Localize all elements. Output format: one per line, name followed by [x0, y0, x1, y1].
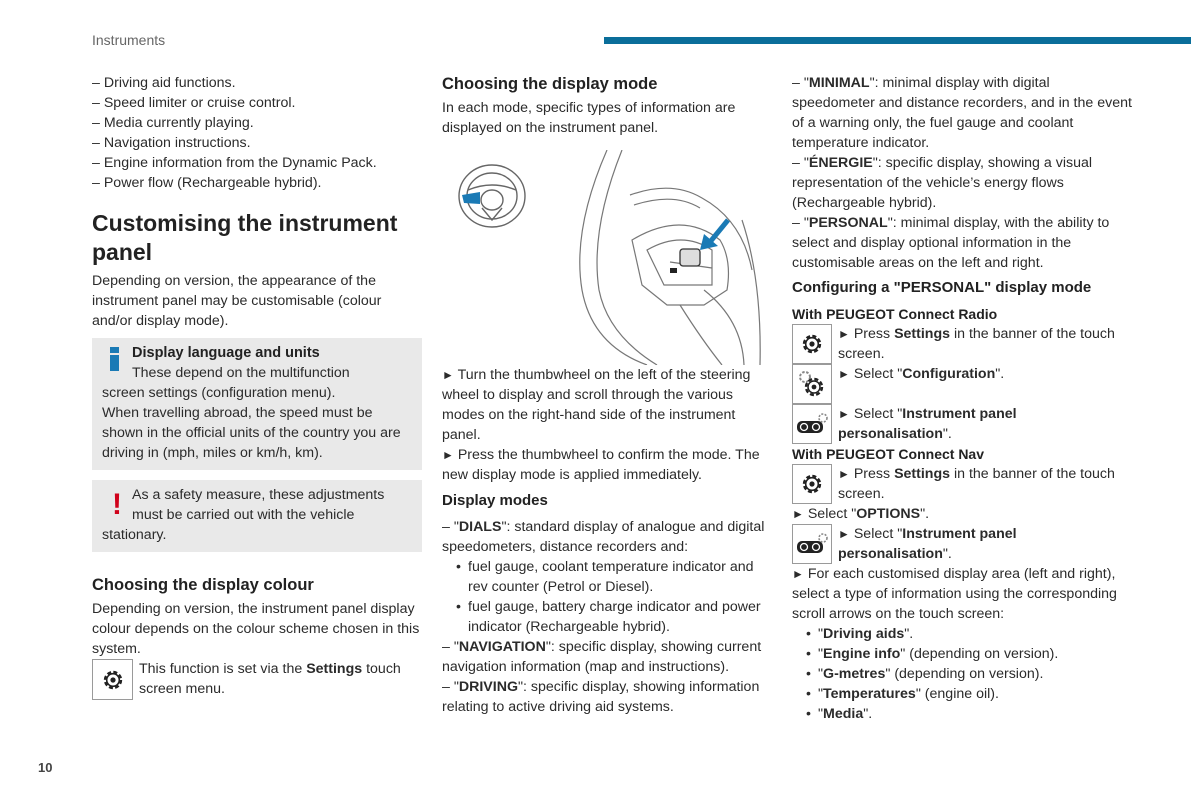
page-number: 10	[38, 760, 53, 775]
list-item: – Media currently playing.	[92, 115, 254, 131]
mode-dials: – "DIALS": standard display of analogue and digital speedometers, distance recorders and:	[442, 519, 765, 555]
mode-personal: – "PERSONAL": minimal display, with the ability to select and display optional information in the customisable areas on the left and right.	[792, 215, 1110, 271]
list-item: • "Engine info" (depending on version).	[792, 644, 1132, 664]
radio-step-settings: ► Press Settings in the banner of the touch screen.	[792, 324, 1132, 364]
steering-wheel-illustration	[442, 150, 772, 365]
settings-instruction: This function is set via the Settings touch screen menu.	[92, 659, 422, 700]
heading-display-mode: Choosing the display mode	[442, 75, 658, 93]
info-options-list	[792, 624, 1132, 724]
radio-step-instrument-panel: ► Select "Instrument panel personalisation".	[792, 404, 1132, 444]
warning-line: must be carried out with the vehicle	[132, 507, 355, 523]
list-item: • "G-metres" (depending on version).	[792, 664, 1132, 684]
info-box-text: When travelling abroad, the speed must be shown in the official units of the country you are driving in (mph, miles or km/h, km).	[102, 405, 401, 461]
list-item: • fuel gauge, battery charge indicator and power indicator (Rechargeable hybrid).	[442, 597, 772, 637]
info-icon	[110, 347, 119, 371]
info-box-title: Display language and units	[132, 345, 320, 361]
heading-connect-radio: With PEUGEOT Connect Radio	[792, 306, 998, 322]
list-item: • fuel gauge, coolant temperature indicator and rev counter (Petrol or Diesel).	[442, 557, 772, 597]
column-middle	[442, 73, 772, 717]
nav-step-instrument-panel: ► Select "Instrument panel personalisation".	[792, 524, 1132, 564]
list-item: – Navigation instructions.	[92, 135, 251, 151]
feature-list	[92, 73, 422, 193]
radio-step-configuration: ► Select "Configuration".	[792, 364, 1132, 404]
list-item: • "Media".	[792, 704, 1132, 724]
heading-configuring-personal: Configuring a "PERSONAL" display mode	[792, 279, 1092, 296]
heading-connect-nav: With PEUGEOT Connect Nav	[792, 446, 985, 462]
settings-gear-icon	[792, 464, 832, 504]
column-left	[92, 73, 422, 700]
step-press-thumbwheel: ► Press the thumbwheel to confirm the mode. The new display mode is applied immediately.	[442, 447, 760, 483]
list-item: – Power flow (Rechargeable hybrid).	[92, 175, 322, 191]
instrument-panel-icon	[792, 404, 832, 444]
instrument-panel-icon	[792, 524, 832, 564]
mode-driving: – "DRIVING": specific display, showing information relating to active driving aid systems.	[442, 679, 760, 715]
heading-display-modes: Display modes	[442, 492, 548, 509]
info-box-line: screen settings (configuration menu).	[102, 385, 336, 401]
display-colour-text: Depending on version, the instrument panel display colour depends on the colour scheme chosen in this system.	[92, 601, 420, 657]
info-box	[92, 338, 422, 470]
settings-menu-label: Settings	[306, 661, 363, 677]
nav-step-settings: ► Press Settings in the banner of the touch screen.	[792, 464, 1132, 504]
warning-line: As a safety measure, these adjustments	[132, 487, 385, 503]
section-title-customising: Customising the instrument panel	[92, 210, 398, 265]
warning-box	[92, 480, 422, 552]
settings-gear-icon	[792, 324, 832, 364]
display-mode-intro: In each mode, specific types of information are displayed on the instrument panel.	[442, 100, 736, 136]
header-accent-bar	[604, 37, 1191, 44]
step-turn-thumbwheel: ► Turn the thumbwheel on the left of the steering wheel to display and scroll through the various modes on the right-hand side of the instrument panel.	[442, 367, 751, 443]
info-box-line: These depend on the multifunction	[132, 365, 350, 381]
display-area-instruction: ► For each customised display area (left and right), select a type of information using the corresponding scroll arrows on the touch screen:	[792, 566, 1117, 622]
configuration-gears-icon	[792, 364, 832, 404]
list-item: – Speed limiter or cruise control.	[92, 95, 296, 111]
customising-intro: Depending on version, the appearance of the instrument panel may be customisable (colour and/or display mode).	[92, 273, 382, 329]
mode-navigation: – "NAVIGATION": specific display, showing current navigation information (map and instructions).	[442, 639, 762, 675]
list-item: – Engine information from the Dynamic Pack.	[92, 155, 377, 171]
mode-energie: – "ÉNERGIE": specific display, showing a visual representation of the vehicle’s energy flows (Rechargeable hybrid).	[792, 155, 1092, 211]
warning-line: stationary.	[102, 527, 167, 543]
settings-gear-icon	[92, 659, 133, 700]
mode-minimal: – "MINIMAL": minimal display with digital speedometer and distance recorders, and in the event of a warning only, the fuel gauge and coolant temperature indicator.	[792, 75, 1132, 151]
list-item: • "Temperatures" (engine oil).	[792, 684, 1132, 704]
nav-step-options: ► Select "OPTIONS".	[792, 506, 930, 522]
list-item: – Driving aid functions.	[92, 75, 236, 91]
warning-icon: !	[112, 488, 122, 521]
list-item: • "Driving aids".	[792, 624, 1132, 644]
column-right	[792, 73, 1132, 724]
heading-display-colour: Choosing the display colour	[92, 576, 314, 594]
header-section-label: Instruments	[92, 32, 166, 48]
